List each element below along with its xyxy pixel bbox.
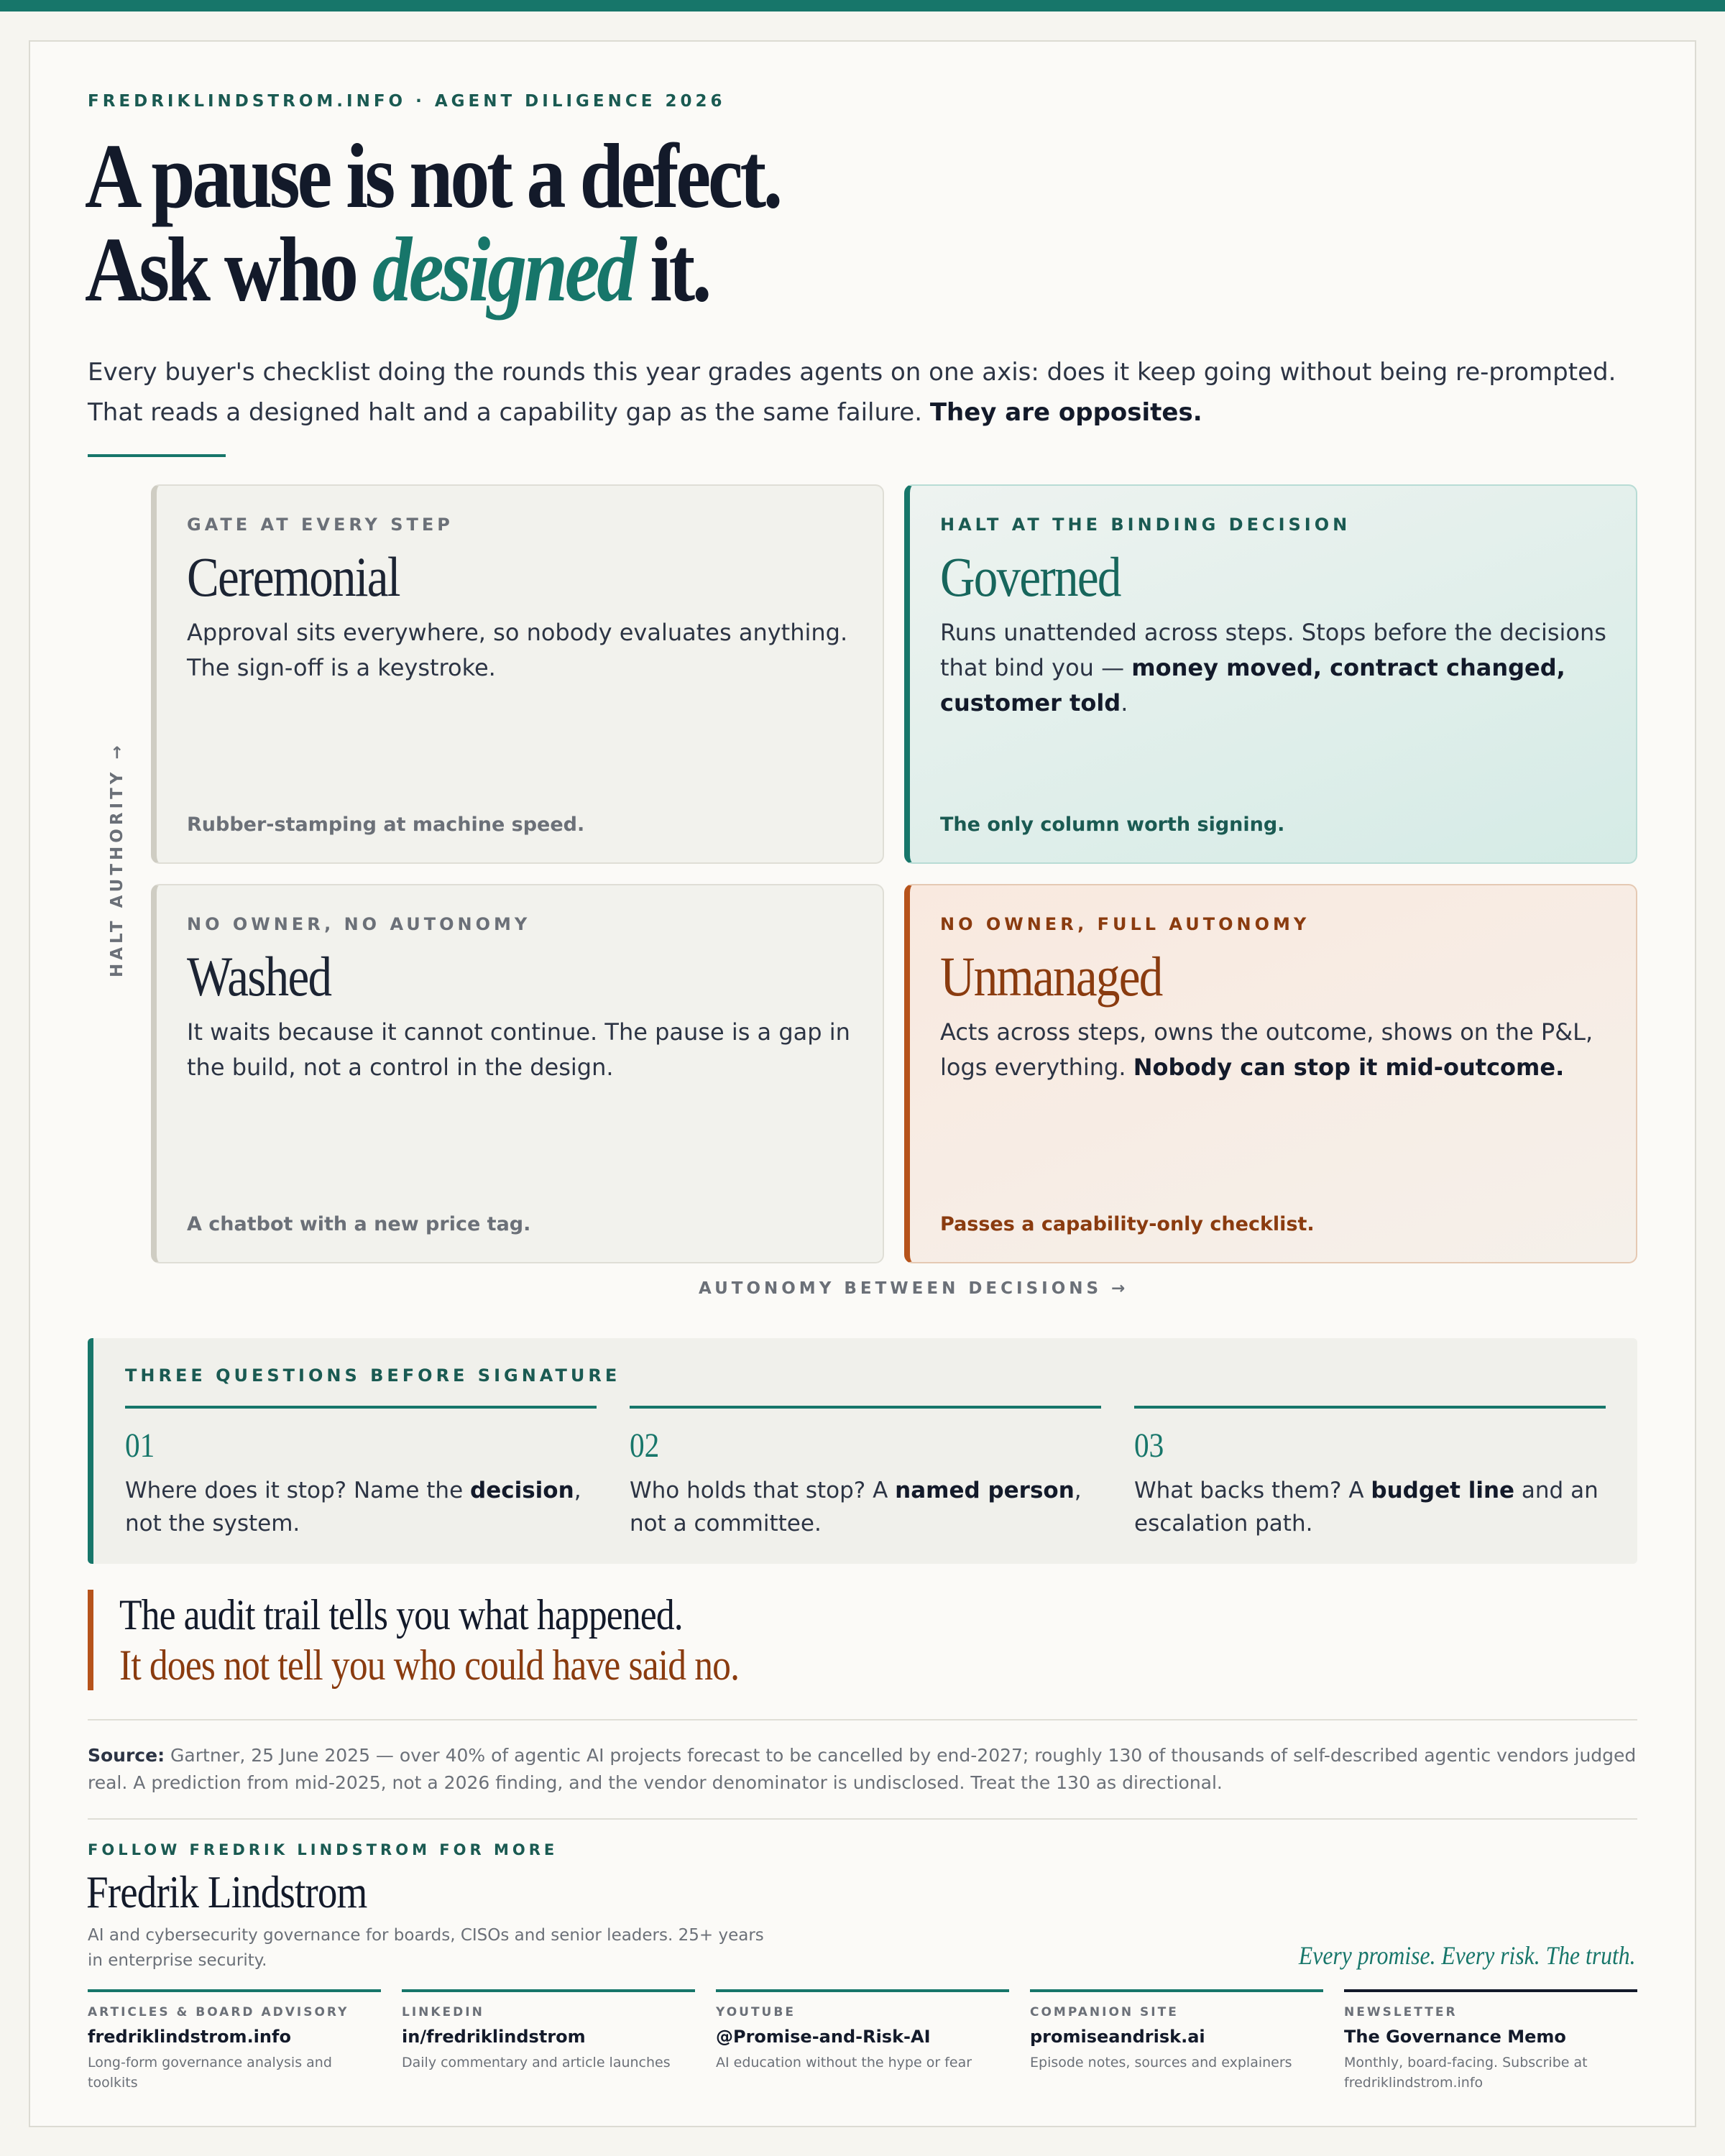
quadrant-body-text: Acts across steps, owns the outcome, shows on the P&L, logs everything.: [940, 1018, 1593, 1081]
link-heading: NEWSLETTER: [1344, 2005, 1458, 2019]
quadrant-title: Unmanaged: [940, 945, 1162, 1008]
link-description: Long-form governance analysis and toolkits: [88, 2055, 332, 2091]
pull-quote-line-2: It does not tell you who could have said no.: [119, 1641, 740, 1689]
divider: [88, 1818, 1637, 1820]
author-name: Fredrik Lindstrom: [86, 1866, 367, 1917]
quadrant-footer: The only column worth signing.: [940, 814, 1285, 836]
question-number: 02: [630, 1427, 660, 1465]
question-text: [125, 1474, 597, 1540]
link-linkedin[interactable]: [402, 1989, 695, 2073]
quadrant-body: It waits because it cannot continue. The pause is a gap in the build, not a control in the design.: [187, 1018, 850, 1081]
quadrant-body-end: .: [1121, 689, 1128, 717]
source-label: Source:: [88, 1745, 165, 1766]
x-axis-label: AUTONOMY BETWEEN DECISIONS →: [699, 1279, 1129, 1298]
link-url[interactable]: The Governance Memo: [1344, 2027, 1566, 2047]
link-heading: COMPANION SITE: [1030, 2005, 1179, 2019]
top-accent-bar: [0, 0, 1725, 11]
link-description: Episode notes, sources and explainers: [1030, 2055, 1292, 2070]
question-text-pre: Who holds that stop? A: [630, 1478, 896, 1503]
questions-panel: [88, 1338, 1637, 1564]
question-text-post: , not the system.: [125, 1478, 581, 1537]
link-url[interactable]: fredriklindstrom.info: [88, 2027, 291, 2047]
link-url[interactable]: promiseandrisk.ai: [1030, 2027, 1205, 2047]
quadrant-ceremonial: [151, 484, 884, 864]
link-heading: ARTICLES & BOARD ADVISORY: [88, 2005, 349, 2019]
lede-text: Every buyer's checklist doing the rounds this year grades agents on one axis: does it keep going without being re-prompted. That reads a designed halt and a capability gap as the same failure.: [88, 358, 1616, 427]
quadrant-governed: [904, 484, 1637, 864]
quadrant-label: NO OWNER, NO AUTONOMY: [187, 914, 531, 934]
author-bio: AI and cybersecurity governance for boards, CISOs and senior leaders. 25+ years in enterprise security.: [88, 1926, 764, 1970]
link-companion-site[interactable]: [1030, 1989, 1323, 2073]
quadrant-label: HALT AT THE BINDING DECISION: [940, 515, 1351, 535]
pull-quote: [88, 1590, 1094, 1690]
question-text: [1134, 1474, 1606, 1540]
link-articles[interactable]: [88, 1989, 381, 2093]
quadrant-title: Washed: [187, 945, 331, 1008]
lede: [88, 352, 1647, 433]
question-3: [1134, 1406, 1606, 1540]
quadrant-body: Approval sits everywhere, so nobody evaluates anything. The sign-off is a keystroke.: [187, 619, 848, 681]
kicker: FREDRIKLINDSTROM.INFO · AGENT DILIGENCE 2026: [88, 92, 726, 111]
y-axis-label: HALT AUTHORITY →: [108, 742, 126, 977]
pull-quote-line-1: The audit trail tells you what happened.: [119, 1591, 683, 1639]
divider: [88, 1719, 1637, 1720]
link-heading: LINKEDIN: [402, 2005, 484, 2019]
question-1: [125, 1406, 597, 1540]
headline-line-1: A pause is not a defect.: [85, 125, 781, 227]
question-text-post: and an escalation path.: [1134, 1478, 1598, 1537]
question-text-bold: named person: [895, 1478, 1075, 1503]
link-url[interactable]: in/fredriklindstrom: [402, 2027, 586, 2047]
question-text-bold: decision: [470, 1478, 574, 1503]
quadrant-unmanaged: [904, 884, 1637, 1263]
question-number: 01: [125, 1427, 155, 1465]
quadrant-footer: A chatbot with a new price tag.: [187, 1213, 531, 1235]
source-note: [88, 1742, 1637, 1797]
headline-line-2-post: it.: [633, 218, 709, 321]
quadrant-body-text: Runs unattended across steps. Stops before the decisions that bind you —: [940, 619, 1606, 681]
quadrant-body-bold: money moved, contract changed, customer told: [940, 654, 1565, 717]
accent-rule: [88, 454, 226, 457]
headline-line-2-pre: Ask who: [85, 218, 372, 321]
question-2: [630, 1406, 1101, 1540]
headline: [85, 125, 1074, 321]
question-text-pre: Where does it stop? Name the: [125, 1478, 471, 1503]
link-description: Monthly, board-facing. Subscribe at fredriklindstrom.info: [1344, 2055, 1588, 2091]
link-description: Daily commentary and article launches: [402, 2055, 671, 2070]
quadrant-washed: [151, 884, 884, 1263]
quadrant-title: Governed: [940, 545, 1121, 608]
question-text-bold: budget line: [1371, 1478, 1515, 1503]
question-text: [630, 1474, 1101, 1540]
link-newsletter[interactable]: [1344, 1989, 1637, 2093]
quadrant-label: GATE AT EVERY STEP: [187, 515, 454, 535]
quadrant-body: [940, 615, 1609, 721]
link-youtube[interactable]: [716, 1989, 1009, 2073]
tagline: Every promise. Every risk. The truth.: [1299, 1941, 1636, 1970]
link-description: AI education without the hype or fear: [716, 2055, 972, 2070]
question-text-post: , not a committee.: [630, 1478, 1082, 1537]
quadrant-body-bold: Nobody can stop it mid-outcome.: [1133, 1054, 1565, 1081]
source-text: Gartner, 25 June 2025 — over 40% of agentic AI projects forecast to be cancelled by end-2027; roughly 130 of thousands of self-described agentic vendors judged real. A prediction from mid-2025, not a 2026 finding, and the vendor denominator is undisclosed. Treat the 130 as directional.: [88, 1745, 1637, 1793]
quadrant-label: NO OWNER, FULL AUTONOMY: [940, 914, 1310, 934]
question-number: 03: [1134, 1427, 1164, 1465]
quadrant-title: Ceremonial: [187, 545, 400, 608]
link-url[interactable]: @Promise-and-Risk-AI: [716, 2027, 931, 2047]
quadrant-footer: Passes a capability-only checklist.: [940, 1213, 1315, 1235]
question-text-pre: What backs them? A: [1134, 1478, 1371, 1503]
headline-emphasis: designed: [372, 218, 634, 321]
questions-label: THREE QUESTIONS BEFORE SIGNATURE: [125, 1365, 621, 1386]
follow-label: FOLLOW FREDRIK LINDSTROM FOR MORE: [88, 1841, 558, 1858]
quadrant-body: [940, 1015, 1609, 1085]
link-heading: YOUTUBE: [716, 2005, 796, 2019]
quadrant-footer: Rubber-stamping at machine speed.: [187, 814, 585, 836]
lede-bold: They are opposites.: [929, 398, 1202, 427]
